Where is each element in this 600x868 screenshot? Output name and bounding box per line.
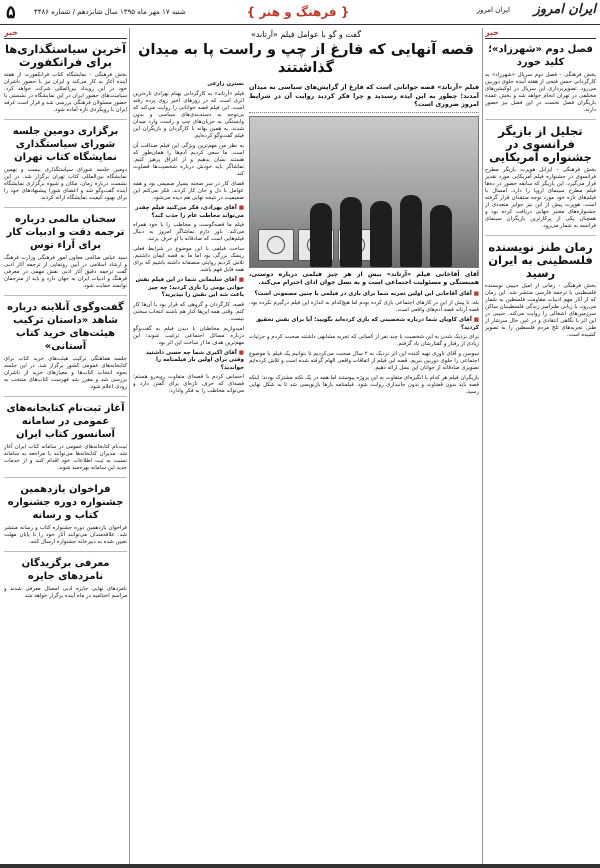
right-news-column: [485, 28, 596, 864]
interview-answer: بله، تا پیش از این در کارهای اجتماعی بازی کرده بودم اما هیچ‌کدام به اندازه این فیلم درگیرم نکرده بود. قصه آرتاند قصه آدم‌های واقعی است.: [249, 300, 479, 313]
interview-answer: فیلم ما قصه‌گوست و مخاطب را با خود همراه می‌کند. باور دارم تماشاگر امروز به دنبال فیلم‌هایی است که صادقانه با او حرف بزنند.: [133, 222, 244, 242]
news-body: ثبت‌نام کتابخانه‌های عمومی در سامانه کتاب ایران آغاز شد. مدیران کتابخانه‌ها می‌توانند با مراجعه به سامانه نسبت به ثبت اطلاعات خود اقدام کنند و از خدمات جدید این سامانه بهره‌مند شوند.: [4, 444, 127, 471]
logo: ایران امروز: [533, 2, 596, 17]
paper-name: ایران امروز: [476, 6, 510, 14]
article-column-1: [249, 81, 479, 399]
news-body: فراخوان یازدهمین دوره جشنواره کتاب و رسانه منتشر شد. علاقه‌مندان می‌توانند آثار خود را تا پایان مهلت تعیین شده به دبیرخانه جشنواره ارسال کنند.: [4, 525, 127, 545]
masthead: [0, 0, 600, 25]
news-body: بخش فرهنگی - رمانی از امیل حبیبی نویسنده فلسطینی با ترجمه فارسی منتشر شد. این رمان که از آثار مهم ادبیات مقاومت فلسطین به شمار می‌رود، با زبانی طنزآمیز زندگی فلسطینیان ساکن سرزمین‌های اشغالی را روایت می‌کند. حبیبی در این اثر با نگاهی انتقادی و در عین حال سرشار از طنز، تجربه‌های تلخ مردم فلسطین را به تصویر کشیده است.: [485, 283, 596, 338]
article-column-2: [133, 81, 244, 399]
interview-question: ■ آقای آقاخانی این اولین تجربه شما برای بازی در فیلمی با چنین مضمونی است؟: [249, 291, 479, 299]
interview-question: ■ آقای بهزادی، فکر می‌کنید فیلم چقدر می‌تواند مخاطب عام را جذب کند؟: [133, 205, 244, 220]
left-news-column: [4, 28, 127, 864]
news-headline: برگزاری دومین جلسه شورای سیاستگذاری نمایشگاه کتاب تهران: [12, 126, 119, 163]
section-title: { فرهنگ و هنر }: [246, 5, 350, 19]
news-item: [4, 43, 127, 114]
news-item: [4, 483, 127, 546]
page-number: ۵: [6, 2, 16, 23]
column-label: خبر: [4, 28, 127, 39]
news-item: [485, 43, 596, 114]
news-item: [485, 241, 596, 339]
interview-question: ■ آقای سلیمانی شما در این فیلم نقش جوانی بومی را بازی کردید؛ چه چیز باعث شد این نقش را بپذیرید؟: [133, 277, 244, 300]
news-headline: سخنان مالمی درباره ترجمه دقت و ادبیات کار برای آراء توس: [6, 214, 125, 251]
news-body: نامزدهای نهایی جایزه ادبی امسال معرفی شدند و مراسم اختتامیه در ماه آینده برگزار خواهد شد.: [4, 586, 127, 599]
article-paragraph: ساخت فیلمی با این موضوع در شرایط فعلی ریسک بزرگی بود اما ما به قصه ایمان داشتیم. تلاش کردیم روایتی منصفانه داشته باشیم که برای همه قابل فهم باشد.: [133, 246, 244, 273]
news-headline: گفت‌وگوی آنلاینه درباره شاهد «داستان ترکیب هیئت‌های خرید کتاب آستانی»: [7, 302, 124, 352]
column-label: خبر: [485, 28, 596, 39]
pull-question: فیلم «آرتاند» قصه جوانانی است که فارغ از گرایش‌های سیاسی به میدان آمدند؛ چطور به این ایده رسیدید و چرا فکر کردید روایت آن در شرایط امروز ضروری است؟: [249, 83, 479, 108]
news-body: بخش فرهنگی - فصل دوم سریال «شهرزاد» به کارگردانی حسن فتحی از هفته آینده جلوی دوربین می‌رود. تصویربرداری این سریال در لوکیشن‌های مختلفی در تهران انجام خواهد شد و بخش عمده بازیگران فصل نخست در این فصل نیز حضور دارند.: [485, 72, 596, 113]
news-body: سید عباس صالحی معاون امور فرهنگی وزارت فرهنگ و ارشاد اسلامی در آیین رونمایی از ترجمه آثار ادبی گفت ترجمه دقیق آثار ادبی نقش مهمی در معرفی فرهنگ و ادبیات ایران به جهان دارد و باید از مترجمان توانمند حمایت شود.: [4, 255, 127, 289]
article-paragraph: سوسن و آقای تاوری تهیه کننده این اثر نزدیک به ۲ سال صحبت می‌کردیم تا بتوانیم یک فیلم با موضوع اجتماعی را جلوی دوربین ببریم. قصه این فیلم از اتفاقات واقعی الهام گرفته شده است و تلاش کرده‌ایم تصویری صادقانه از جوانان این نسل ارائه دهیم.: [249, 351, 479, 371]
column-divider: [482, 28, 483, 864]
news-item: [4, 301, 127, 391]
byline: نسترن زارعی: [207, 81, 244, 87]
article-headline: قصه آنهایی که فارغ از چپ و راست پا به میدان گذاشتند: [138, 42, 474, 76]
interview-answer: قصه، کارگردان و گروهی که قرار بود با آن‌ها کار کنم. وقتی همه این‌ها کنار هم باشند انتخاب سختی نیست.: [133, 301, 244, 322]
interview-question: ■ آقای اکبری شما چه حسی داشتید وقتی برای اولین بار فیلمنامه را خواندید؟: [133, 350, 244, 373]
news-body: بخش فرهنگی - نمایشگاه کتاب فرانکفورت از هفته آینده آغاز به کار می‌کند و ایران نیز با حضور ناشران خود در این رویداد بین‌المللی شرکت خواهد کرد. سیاست‌های حضور ایران در این نمایشگاه در نشستی با حضور مسئولان فرهنگی بررسی شد و قرار است غرفه ایران با رویکردی تازه آماده شود.: [4, 72, 127, 113]
news-item: [485, 125, 596, 230]
news-headline: آغاز ثبت‌نام کتابخانه‌های عمومی در سامانه آسانسور کتاب ایران: [6, 403, 125, 440]
column-divider: [129, 28, 130, 864]
article-paragraph: به نظر من مهم‌ترین ویژگی این فیلم صداقت آن است. ما سعی کردیم آدم‌ها را همان‌طور که هستند نشان بدهیم و از اغراق پرهیز کنیم. تماشاگر باید خودش درباره شخصیت‌ها قضاوت کند.: [133, 143, 244, 177]
news-item: [4, 213, 127, 290]
article-kicker: گفت و گو با عوامل فیلم «آرتاند»: [250, 30, 362, 39]
news-item: [4, 402, 127, 472]
article-paragraph: بازیگران فیلم هر کدام با انگیزه‌ای متفاوت به این پروژه پیوستند اما همه در یک نکته مشترک بودند؛ اینکه قصه باید بدون قضاوت و بدون جانبداری روایت شود. فیلمنامه بارها بازنویسی شد تا به شکل نهایی رسید.: [249, 375, 479, 395]
news-body: دومین جلسه شورای سیاستگذاری بیست و نهمین نمایشگاه بین‌المللی کتاب تهران برگزار شد. در این نشست درباره زمان، مکان و شیوه برگزاری نمایشگاه آینده گفت‌وگو شد و اعضای شورا پیشنهادهای خود را برای بهبود کیفیت نمایشگاه ارائه کردند.: [4, 167, 127, 201]
article-paragraph: فضای کار در سر صحنه بسیار صمیمی بود و همه عوامل با دل و جان کار کردند. فکر می‌کنم این صمیمیت در نتیجه نهایی هم دیده می‌شود.: [133, 181, 244, 201]
interview-answer: احساس کردم با قصه‌ای متفاوت روبه‌رو هستم؛ قصه‌ای که حرف تازه‌ای برای گفتن دارد و می‌تواند مخاطب را به فکر وادارد.: [133, 374, 244, 394]
news-item: [4, 557, 127, 600]
interview-question: ■ آقای کاویان شما درباره شخصیتی که بازی کرده‌اید بگویید؛ آیا برای نقش تحقیق کردید؟: [249, 317, 479, 332]
news-headline: معرفی برگزیدگان نامزدهای جایزه: [21, 558, 110, 582]
article-intro: فیلم «آرتاند» به کارگردانی بهنام بهزادی تازه‌ترین اثری است که در روزهای اخیر روی پرده رفته است. این فیلم قصه جوانانی را روایت می‌کند که بی‌توجه به دسته‌بندی‌های سیاسی و بدون وابستگی به جریان‌های چپ و راست وارد میدان شدند. به همین بهانه با کارگردان و بازیگران این فیلم گفت‌وگو کرده‌ایم.: [133, 91, 244, 139]
news-headline: آخرین سیاستگذاری‌ها برای فرانکفورت: [4, 42, 127, 69]
photo-caption: آقای آقاخانی فیلم «آرتاند» بیش از هر چیز فیلمی درباره دوستی، همبستگی و مسئولیت اجتماعی است و به نسل جوان ادای احترام می‌کند.: [249, 270, 479, 286]
news-headline: تجلیل از بازیگر فرانسوی در جشنواره آمریکایی: [489, 124, 592, 164]
news-headline: فصل دوم «شهرزاد»؛ کلید خورد: [488, 44, 593, 68]
article-photo: [249, 116, 479, 268]
main-article: [133, 28, 479, 864]
date-line: شنبه ۱۷ مهر ماه ۱۳۹۵ سال شانزدهم / شماره ۴۴۸۶: [34, 8, 186, 16]
footer-rule: [0, 864, 600, 868]
article-paragraph: امیدواریم مخاطبان با دیدن فیلم به گفت‌وگو درباره مسائل اجتماعی ترغیب شوند؛ این مهم‌ترین هدف ما از ساخت این اثر بود.: [133, 325, 244, 346]
news-body: بخش فرهنگی - ایزابل هوپرت بازیگر مطرح فرانسوی در جشنواره فیلم آمریکایی مورد تقدیر قرار می‌گیرد. این بازیگر که سابقه حضور در ده‌ها فیلم مطرح سینمای اروپا را دارد، امسال با فیلم‌های تازه خود مورد توجه منتقدان قرار گرفته است. هوپرت پیش از این نیز جوایز متعددی از جشنواره‌های معتبر جهانی دریافت کرده بود و همچنان یکی از پرکارترین بازیگران سینمای فرانسه به شمار می‌رود.: [485, 167, 596, 229]
news-item: [4, 125, 127, 202]
news-body: جلسه هماهنگی ترکیب هیئت‌های خرید کتاب برای کتابخانه‌های عمومی کشور برگزار شد. در این جلسه نحوه انتخاب کتاب‌ها و معیارهای خرید از ناشران بررسی شد و مقرر شد فهرست کتاب‌های منتخب به زودی اعلام شود.: [4, 356, 127, 390]
news-headline: رمان طنز نویسنده فلسطینی به ایران رسید: [488, 240, 593, 280]
interview-answer: برای نزدیک شدن به این شخصیت با چند نفر از کسانی که تجربه مشابهی داشتند صحبت کردم و جزئیات زیادی از رفتار و گفتارشان یاد گرفتم.: [249, 334, 479, 347]
news-headline: فراخوان یازدهمین جشنواره دوره جشنواره کتاب و رسانه: [7, 484, 124, 521]
